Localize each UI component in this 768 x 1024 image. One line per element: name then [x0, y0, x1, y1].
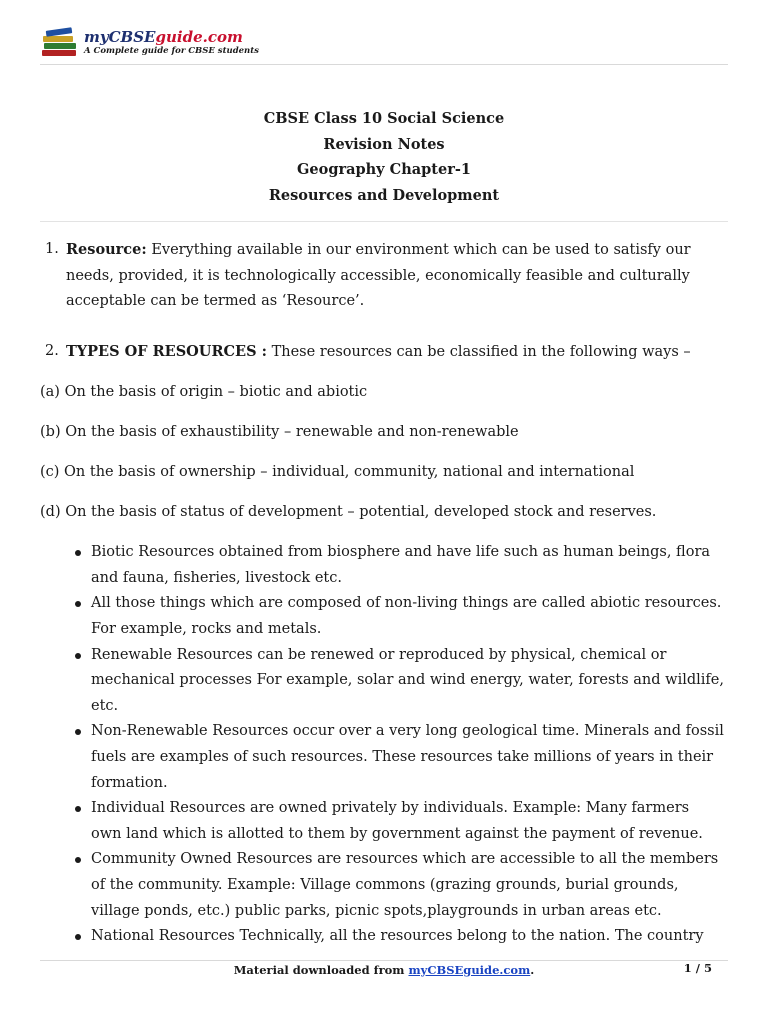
page-number: 1 / 5 — [683, 961, 712, 975]
bullet-icon — [75, 729, 81, 735]
numbered-item-resource: 1. Resource: Everything available in our environment which can be used to satisfy our needs, provided, it is technologically accessible, economically feasible and culturally acceptable can be termed as ‘Resource’. — [45, 241, 691, 310]
bullet-icon — [75, 806, 81, 812]
list-item: Community Owned Resources are resources which are accessible to all the members of the community. Example: Village commons (grazing grounds, burial grounds, village ponds, etc.) public parks, picnic spots,playgrounds in urban areas etc. — [40, 847, 730, 924]
resource-types-list — [40, 540, 730, 950]
classification-d: (d) On the basis of status of development – potential, developed stock and reserves. — [40, 504, 657, 521]
site-logo[interactable] — [40, 26, 259, 60]
term-types-of-resources: TYPES OF RESOURCES : — [66, 342, 267, 360]
term-resource: Resource: — [66, 241, 147, 258]
title-line-3: Geography Chapter-1 — [297, 161, 471, 178]
page-header — [40, 26, 728, 65]
bullet-icon — [75, 653, 81, 659]
title-divider — [40, 221, 728, 222]
list-item: Renewable Resources can be renewed or reproduced by physical, chemical or mechanical processes For example, solar and wind energy, water, forests and wildlife, etc. — [40, 643, 730, 720]
logo-brand: myCBSEguide.com — [84, 28, 243, 47]
classification-b: (b) On the basis of exhaustibility – renewable and non-renewable — [40, 423, 519, 440]
classification-a: (a) On the basis of origin – biotic and abiotic — [40, 383, 368, 400]
footer-site-link[interactable]: myCBSEguide.com — [408, 963, 531, 977]
bullet-icon — [75, 550, 81, 556]
document-body — [40, 237, 730, 950]
books-logo-icon — [40, 28, 80, 58]
numbered-item-types: 2. TYPES OF RESOURCES : These resources can be classified in the following ways – — [45, 342, 691, 360]
logo-tagline: A Complete guide for CBSE students — [84, 46, 259, 57]
footer-credit: Material downloaded from myCBSEguide.com. — [233, 963, 535, 977]
title-line-2: Revision Notes — [323, 135, 445, 153]
list-item: Individual Resources are owned privately by individuals. Example: Many farmers own land which is allotted to them by government against the payment of revenue. — [40, 796, 730, 847]
list-item: Biotic Resources obtained from biosphere and have life such as human beings, flora and fauna, fisheries, livestock etc. — [40, 540, 730, 591]
title-line-4: Resources and Development — [268, 186, 500, 204]
bullet-icon — [75, 934, 81, 940]
title-line-1: CBSE Class 10 Social Science — [263, 110, 505, 127]
bullet-icon — [75, 857, 81, 863]
footer-divider — [40, 960, 728, 961]
bullet-icon — [75, 601, 81, 607]
list-item: National Resources Technically, all the resources belong to the nation. The country — [40, 924, 730, 950]
list-item: Non-Renewable Resources occur over a very long geological time. Minerals and fossil fuels are examples of such resources. These resources take millions of years in their formation. — [40, 719, 730, 796]
list-item: All those things which are composed of non-living things are called abiotic resources. For example, rocks and metals. — [40, 591, 730, 642]
document-title — [40, 106, 728, 208]
page-footer — [40, 962, 728, 984]
classification-c: (c) On the basis of ownership – individual, community, national and international — [40, 464, 635, 481]
